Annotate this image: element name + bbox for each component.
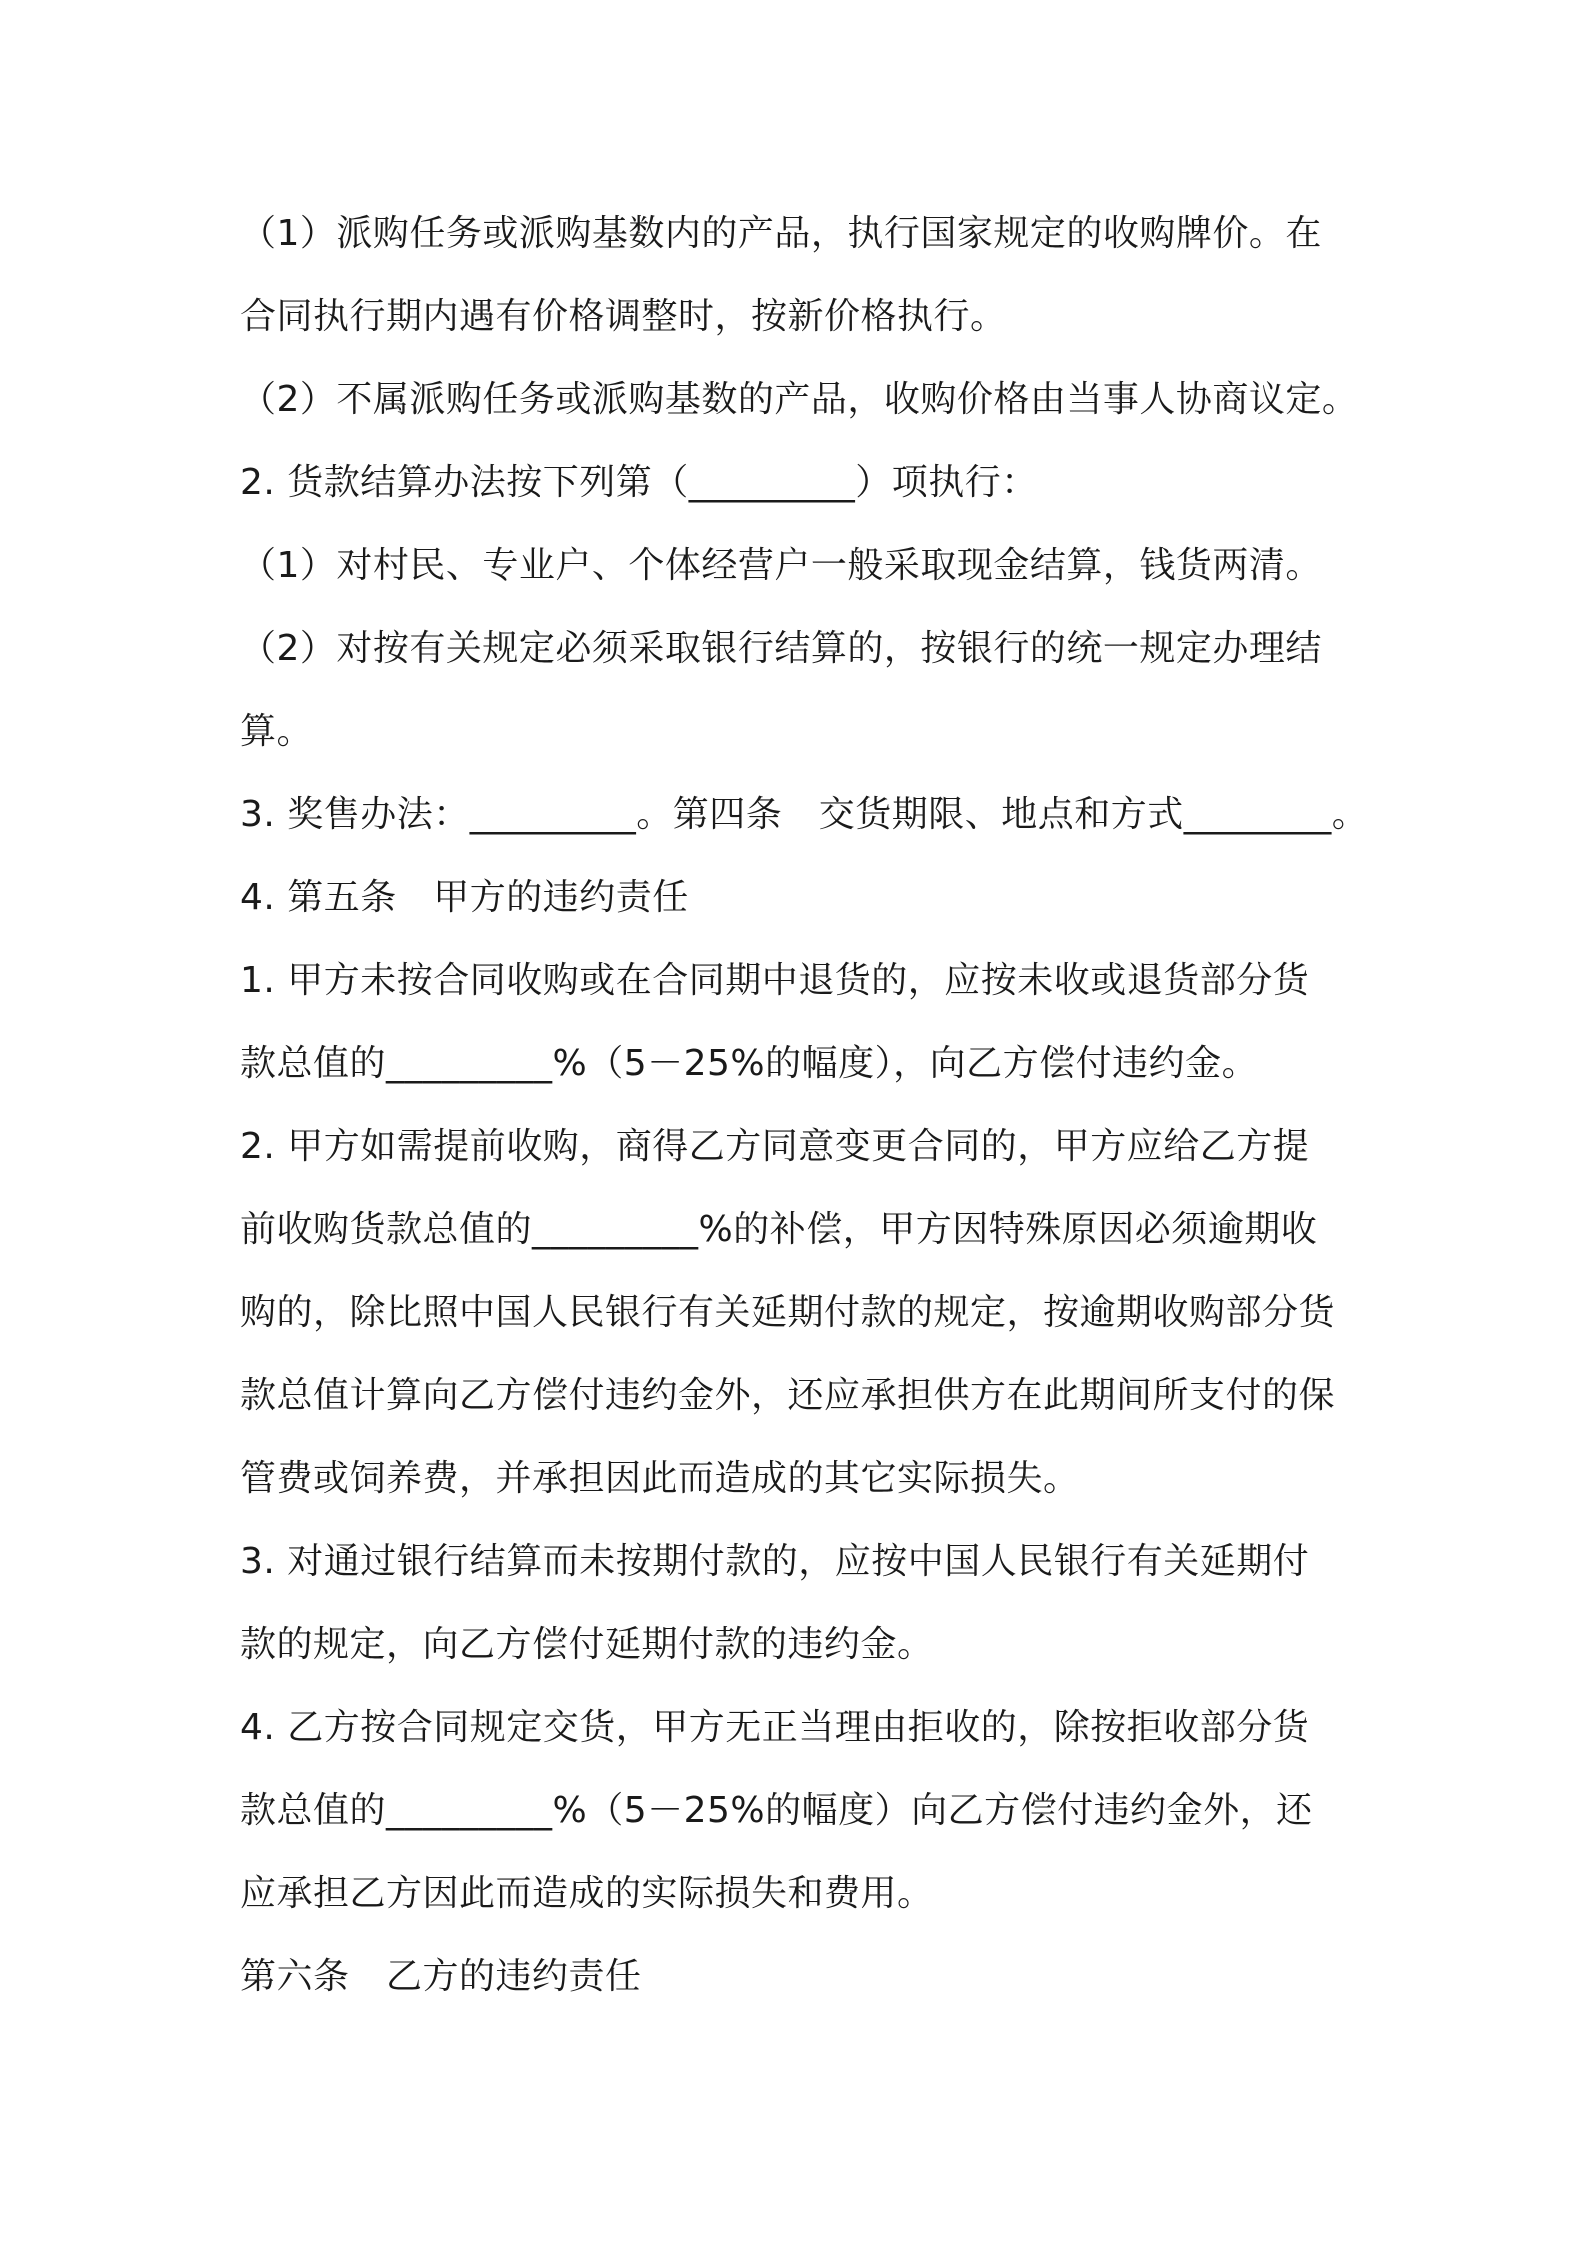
text-line: 合同执行期内遇有价格调整时，按新价格执行。 [240,296,1007,337]
text-line: 3. 奖售办法：_________。第四条 交货期限、地点和方式________。 [240,794,1369,835]
section-heading: 4. 第五条 甲方的违约责任 [240,877,689,918]
text-line: （1）派购任务或派购基数内的产品，执行国家规定的收购牌价。在 [240,213,1322,254]
text-line: 前收购货款总值的_________%的补偿，甲方因特殊原因必须逾期收 [240,1209,1318,1250]
section-heading: 第六条 乙方的违约责任 [240,1956,642,1997]
text-line: 算。 [240,711,314,752]
text-line: 3. 对通过银行结算而未按期付款的，应按中国人民银行有关延期付 [240,1541,1310,1582]
text-line: 2. 甲方如需提前收购，商得乙方同意变更合同的，甲方应给乙方提 [240,1126,1310,1167]
document-body [240,192,1370,2018]
text-line: 4. 乙方按合同规定交货，甲方无正当理由拒收的，除按拒收部分货 [240,1707,1310,1748]
text-line: 2. 货款结算办法按下列第（_________）项执行： [240,462,1038,503]
text-line: 购的，除比照中国人民银行有关延期付款的规定，按逾期收购部分货 [240,1292,1336,1333]
text-line: 款总值的_________%（5－25%的幅度），向乙方偿付违约金。 [240,1043,1259,1084]
text-line: （2）对按有关规定必须采取银行结算的，按银行的统一规定办理结 [240,628,1322,669]
text-line: （2）不属派购任务或派购基数的产品，收购价格由当事人协商议定。 [240,379,1359,420]
text-line: （1）对村民、专业户、个体经营户一般采取现金结算，钱货两清。 [240,545,1322,586]
text-line: 款总值的_________%（5－25%的幅度）向乙方偿付违约金外，还 [240,1790,1313,1831]
text-line: 1. 甲方未按合同收购或在合同期中退货的，应按未收或退货部分货 [240,960,1310,1001]
text-line: 应承担乙方因此而造成的实际损失和费用。 [240,1873,934,1914]
text-line: 款总值计算向乙方偿付违约金外，还应承担供方在此期间所支付的保 [240,1375,1336,1416]
text-line: 款的规定，向乙方偿付延期付款的违约金。 [240,1624,934,1665]
text-line: 管费或饲养费，并承担因此而造成的其它实际损失。 [240,1458,1080,1499]
